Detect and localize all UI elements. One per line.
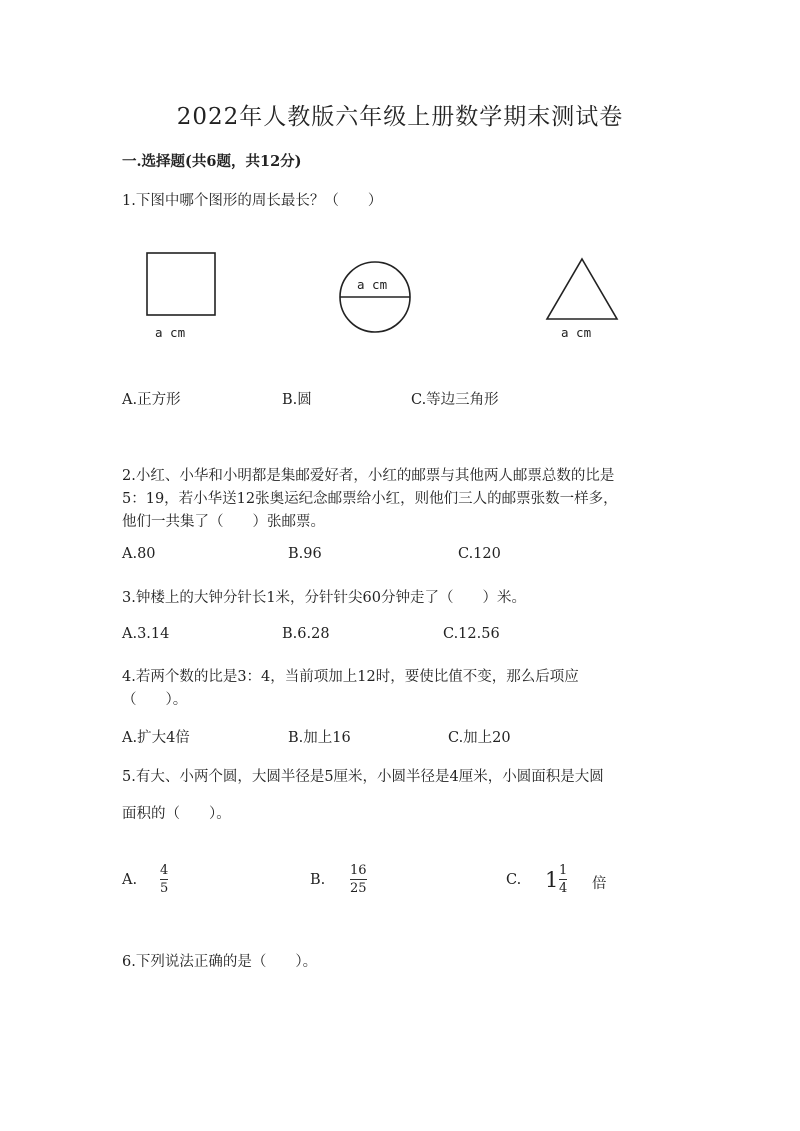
triangle-label: a cm	[561, 325, 592, 340]
question-6-text: 6.下列说法正确的是（ ）。	[122, 954, 318, 970]
page-title: 2022年人教版六年级上册数学期末测试卷	[176, 104, 624, 130]
q1-option-b[interactable]: B.圆	[282, 392, 312, 408]
q5-option-c-label[interactable]: C.	[506, 872, 522, 888]
square-label: a cm	[155, 325, 186, 340]
q5-option-c-fraction[interactable]	[559, 863, 567, 896]
q1-option-a[interactable]: A.正方形	[122, 392, 181, 408]
q2-option-b[interactable]: B.96	[288, 546, 322, 562]
q1-option-c[interactable]: C.等边三角形	[411, 392, 499, 408]
circle-label: a cm	[357, 277, 388, 292]
circle-figure	[334, 258, 416, 338]
q5-b-denominator: 25	[350, 881, 367, 896]
question-4-line-2: （ ）。	[122, 692, 188, 708]
question-2-line-2: 5：19，若小华送12张奥运纪念邮票给小红，则他们三人的邮票张数一样多，	[122, 491, 618, 507]
question-2-line-1: 2.小红、小华和小明都是集邮爱好者，小红的邮票与其他两人邮票总数的比是	[122, 468, 615, 484]
q3-option-c[interactable]: C.12.56	[443, 626, 500, 642]
fraction-bar	[160, 879, 168, 880]
q5-c-numerator: 1	[559, 863, 568, 878]
q2-option-c[interactable]: C.120	[458, 546, 501, 562]
q5-c-suffix: 倍	[592, 876, 607, 892]
triangle-figure	[540, 254, 624, 324]
question-1-text: 1.下图中哪个图形的周长最长？（ ）	[122, 193, 383, 209]
question-5-line-2: 面积的（ ）。	[122, 806, 231, 822]
triangle-shape	[547, 259, 617, 319]
q5-option-b-fraction[interactable]	[350, 863, 367, 896]
question-2-line-3: 他们一共集了（ ）张邮票。	[122, 514, 325, 530]
q4-option-b[interactable]: B.加上16	[288, 730, 351, 746]
section-heading: 一.选择题(共6题，共12分)	[122, 153, 302, 170]
question-4-line-1: 4.若两个数的比是3：4，当前项加上12时，要使比值不变，那么后项应	[122, 669, 579, 685]
square-figure	[140, 248, 222, 320]
q4-option-a[interactable]: A.扩大4倍	[122, 730, 190, 746]
question-5-line-1: 5.有大、小两个圆，大圆半径是5厘米，小圆半径是4厘米，小圆面积是大圆	[122, 769, 604, 785]
q5-option-a-fraction[interactable]	[160, 863, 168, 896]
q3-option-a[interactable]: A.3.14	[122, 626, 170, 642]
fraction-bar	[559, 879, 567, 880]
q5-option-a-label[interactable]: A.	[122, 872, 138, 888]
fraction-bar	[350, 879, 367, 880]
q2-option-a[interactable]: A.80	[122, 546, 156, 562]
q3-option-b[interactable]: B.6.28	[282, 626, 330, 642]
square-shape	[147, 253, 215, 315]
q5-c-whole: 1	[545, 868, 559, 892]
q5-option-b-label[interactable]: B.	[310, 872, 326, 888]
q5-b-numerator: 16	[350, 863, 367, 878]
question-3-text: 3.钟楼上的大钟分针长1米，分针针尖60分钟走了（ ）米。	[122, 590, 527, 606]
q5-a-denominator: 5	[160, 881, 169, 896]
q4-option-c[interactable]: C.加上20	[448, 730, 511, 746]
q5-c-denominator: 4	[559, 881, 568, 896]
q5-a-numerator: 4	[160, 863, 169, 878]
